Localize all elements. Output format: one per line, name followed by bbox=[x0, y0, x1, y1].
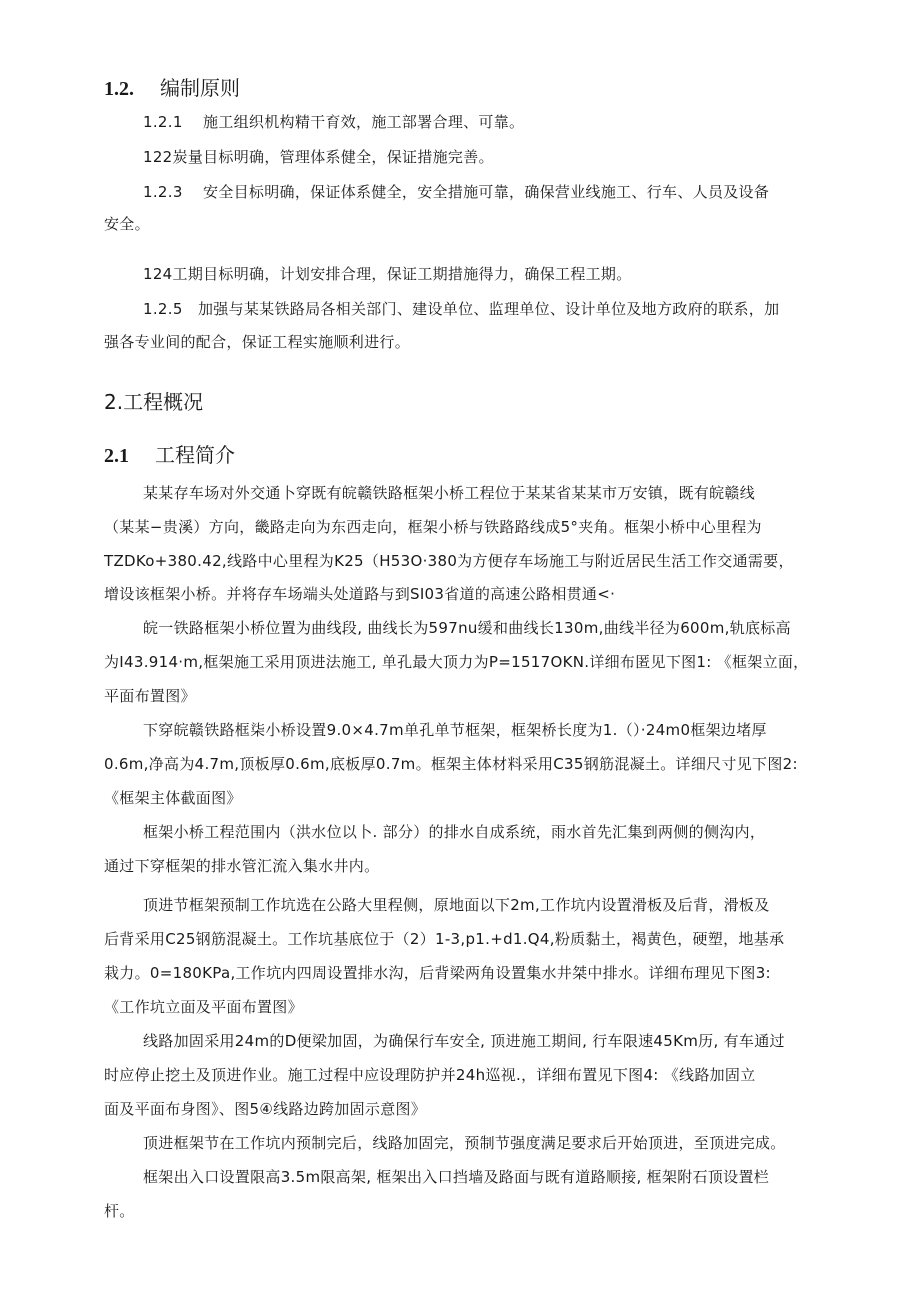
para-6-line-3: 面及平面布身图》、图5④线路边跨加固示意图》 bbox=[104, 1100, 427, 1118]
heading-number: 1.2. bbox=[104, 78, 134, 100]
para-7-line-1: 顶进框架节在工作坑内预制完后，线路加固完，预制节强度满足要求后开始顶进，至顶进完成。 bbox=[143, 1134, 786, 1152]
heading-2-1 bbox=[104, 441, 235, 470]
para-3-line-3: 《框架主体截面图》 bbox=[104, 789, 242, 807]
para-1-line-3: TZDKo+380.42,线路中心里程为K25（H53O·380为方便存车场施工与附近居民生活工作交通需要， bbox=[104, 552, 794, 570]
item-1-2-1: 1.2.1 施工组织机构精干育效，施工部署合理、可靠。 bbox=[143, 113, 525, 131]
item-1-2-5-line2: 强各专业间的配合，保证工程实施顺利进行。 bbox=[104, 333, 411, 351]
para-5-line-3: 栽力。0=180KPa,工作坑内四周设置排水沟，后背梁两角设置集水井桀中排水。详细布理见下图3: bbox=[104, 964, 771, 982]
item-1-2-3-line1: 1.2.3 安全目标明确，保证体系健全，安全措施可靠，确保营业线施工、行车、人员及设备 bbox=[143, 183, 770, 201]
para-1-line-2: （某某−贵溪）方向，畿路走向为东西走向，框架小桥与铁路路线成5°夹角。框架小桥中心里程为 bbox=[104, 518, 762, 536]
para-1-line-1: 某某存车场对外交通卜穿既有皖赣铁路框架小桥工程位于某某省某某市万安镇，既有皖赣线 bbox=[143, 484, 756, 502]
para-2-line-1: 皖一铁路框架小桥位置为曲线段, 曲线长为597nu缓和曲线长130m,曲线半径为600m,轨底标高 bbox=[143, 619, 791, 637]
item-1-2-4: 124工期目标明确，计划安排合理，保证工期措施得力，确保工程工期。 bbox=[143, 265, 632, 283]
heading-title: 工程简介 bbox=[155, 443, 235, 467]
item-1-2-5-line1: 1.2.5 加强与某某铁路局各相关部门、建设单位、监理单位、设计单位及地方政府的联系，加 bbox=[143, 300, 780, 318]
para-5-line-4: 《工作坑立面及平面布置图》 bbox=[104, 998, 303, 1016]
para-2-line-3: 平面布置图》 bbox=[104, 687, 196, 705]
heading-number: 2.1 bbox=[104, 445, 129, 467]
heading-2 bbox=[104, 388, 203, 416]
heading-title: 2.工程概况 bbox=[104, 390, 204, 414]
para-2-line-2: 为I43.914·m,框架施工采用顶进法施工, 单孔最大顶力为P=1517OKN.详细布匿见下图1: 《框架立面， bbox=[104, 653, 809, 671]
para-1-line-4: 增设该框架小桥。并将存车场端头处道路与到SI03省道的高速公路相贯通<· bbox=[104, 585, 616, 603]
para-3-line-2: 0.6m,净高为4.7m,顶板厚0.6m,底板厚0.7m。框架主体材料采用C35钢筋混凝土。详细尺寸见下图2: bbox=[104, 755, 798, 773]
para-4-line-1: 框架小桥工程范围内（洪水位以卜. 部分）的排水自成系统，雨水首先汇集到两侧的侧沟内， bbox=[143, 823, 766, 841]
heading-title: 编制原则 bbox=[160, 76, 240, 100]
heading-1-2 bbox=[104, 74, 240, 103]
item-1-2-3-line2: 安全。 bbox=[104, 215, 150, 233]
para-6-line-1: 线路加固采用24m的D便梁加固，为确保行车安全, 顶进施工期间, 行车限速45Km历, 有车通过 bbox=[143, 1032, 785, 1050]
para-8-line-2: 杆。 bbox=[104, 1202, 135, 1220]
para-8-line-1: 框架出入口设置限高3.5m限高架, 框架出入口挡墙及路面与既有道路顺接, 框架附石顶设置栏 bbox=[143, 1168, 770, 1186]
item-1-2-2: 122炭量目标明确，管理体系健全，保证措施完善。 bbox=[143, 148, 494, 166]
para-3-line-1: 下穿皖赣铁路框柒小桥设置9.0×4.7m单孔单节框架，框架桥长度为1.（）·24m0框架边堵厚 bbox=[143, 721, 767, 739]
para-5-line-1: 顶进节框架预制工作坑选在公路大里程侧，原地面以下2m,工作坑内设置滑板及后背，滑板及 bbox=[143, 896, 770, 914]
para-5-line-2: 后背采用C25钢筋混凝土。工作坑基底位于（2）1-3,p1.+d1.Q4,粉质黏土，褐黄色，硬塑，地基承 bbox=[104, 930, 785, 948]
para-4-line-2: 通过下穿框架的排水管汇流入集水井内。 bbox=[104, 857, 380, 875]
para-6-line-2: 时应停止挖土及顶进作业。施工过程中应设理防护并24h巡视.，详细布置见下图4: 《线路加固立 bbox=[104, 1066, 756, 1084]
